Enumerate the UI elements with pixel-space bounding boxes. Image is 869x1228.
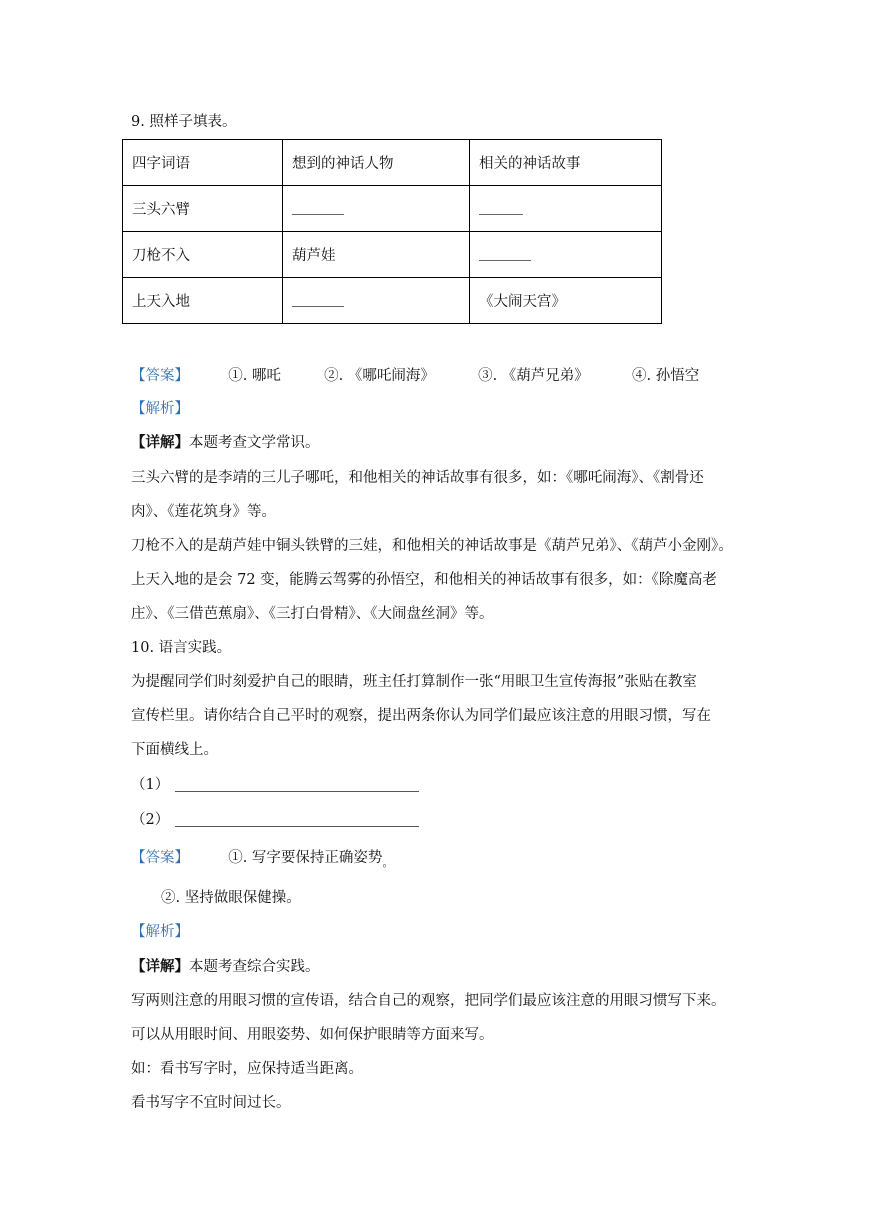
prompt-line: 下面横线上。 [131, 742, 218, 758]
answer-item: ②. 坚持做眼保健操。 [161, 890, 301, 906]
answer-item: ②. 《哪吒闹海》 [324, 368, 435, 384]
answer-blank-line[interactable] [131, 810, 419, 830]
prompt-line: 为提醒同学们时刻爱护自己的眼睛，班主任打算制作一张“用眼卫生宣传海报”张贴在教室 [131, 674, 697, 690]
paragraph: 庄》、《三借芭蕉扇》、《三打白骨精》、《大闹盘丝洞》等。 [131, 606, 494, 622]
figure-cell[interactable] [283, 278, 470, 324]
analysis-label: 【解析】 [131, 401, 189, 417]
answer-underline[interactable] [175, 814, 419, 827]
word-cell: 上天入地 [123, 278, 283, 324]
answer-underline[interactable] [175, 779, 419, 792]
detail-line [131, 433, 320, 453]
word-cell: 刀枪不入 [123, 232, 283, 278]
story-cell[interactable] [470, 186, 662, 232]
paragraph: 肉》、《莲花筑身》等。 [131, 504, 276, 520]
header-cell: 四字词语 [123, 140, 283, 186]
story-cell[interactable] [470, 232, 662, 278]
answer-blank[interactable] [479, 202, 523, 215]
story-cell: 《大闹天宫》 [470, 278, 662, 324]
table-row [123, 186, 662, 232]
word-cell: 三头六臂 [123, 186, 283, 232]
answer-label: 【答案】 [131, 850, 189, 866]
paragraph: 可以从用眼时间、用眼姿势、如何保护眼睛等方面来写。 [131, 1027, 494, 1043]
q10-title: 10. 语言实践。 [131, 640, 232, 656]
q9-answer-line [131, 366, 699, 386]
prompt-line: 宣传栏里。请你结合自己平时的观察，提出两条你认为同学们最应该注意的用眼习惯，写在 [131, 708, 711, 724]
table-row [123, 232, 662, 278]
paragraph: 看书写字不宜时间过长。 [131, 1095, 291, 1111]
paragraph: 如：看书写字时，应保持适当距离。 [131, 1061, 363, 1077]
q9-table [122, 139, 662, 324]
answer-label: 【答案】 [131, 368, 189, 384]
blank-number: （2） [131, 812, 170, 828]
paragraph: 上天入地的是会 72 变，能腾云驾雾的孙悟空，和他相关的神话故事有很多，如：《除魔高老 [131, 572, 717, 588]
answer-item-mark: 。 [382, 856, 394, 869]
table-header-row [123, 140, 662, 186]
header-cell: 想到的神话人物 [283, 140, 470, 186]
answer-item: ④. 孙悟空 [632, 368, 700, 384]
header-cell: 相关的神话故事 [470, 140, 662, 186]
answer-blank-line[interactable] [131, 775, 419, 795]
detail-line [131, 957, 320, 977]
q9-title: 9. 照样子填表。 [131, 114, 237, 130]
paragraph: 刀枪不入的是葫芦娃中铜头铁臂的三娃，和他相关的神话故事是《葫芦兄弟》、《葫芦小金刚》。 [131, 538, 733, 554]
answer-item: ①. 哪吒 [228, 368, 281, 384]
paragraph: 三头六臂的是李靖的三儿子哪吒，和他相关的神话故事有很多，如：《哪吒闹海》、《割骨还 [131, 470, 704, 486]
detail-text: 本题考查文学常识。 [189, 435, 320, 451]
answer-item: ③. 《葫芦兄弟》 [478, 368, 589, 384]
figure-cell: 葫芦娃 [283, 232, 470, 278]
figure-cell[interactable] [283, 186, 470, 232]
detail-label: 【详解】 [131, 434, 189, 451]
detail-text: 本题考查综合实践。 [189, 959, 320, 975]
blank-number: （1） [131, 777, 170, 793]
paragraph: 写两则注意的用眼习惯的宣传语，结合自己的观察，把同学们最应该注意的用眼习惯写下来。 [131, 993, 726, 1009]
answer-blank[interactable] [292, 202, 344, 215]
answer-blank[interactable] [292, 294, 344, 307]
table-row [123, 278, 662, 324]
analysis-label: 【解析】 [131, 924, 189, 940]
detail-label: 【详解】 [131, 958, 189, 975]
q10-answer-line [131, 848, 393, 873]
answer-blank[interactable] [479, 248, 531, 261]
answer-item: ①. 写字要保持正确姿势 [228, 850, 383, 866]
